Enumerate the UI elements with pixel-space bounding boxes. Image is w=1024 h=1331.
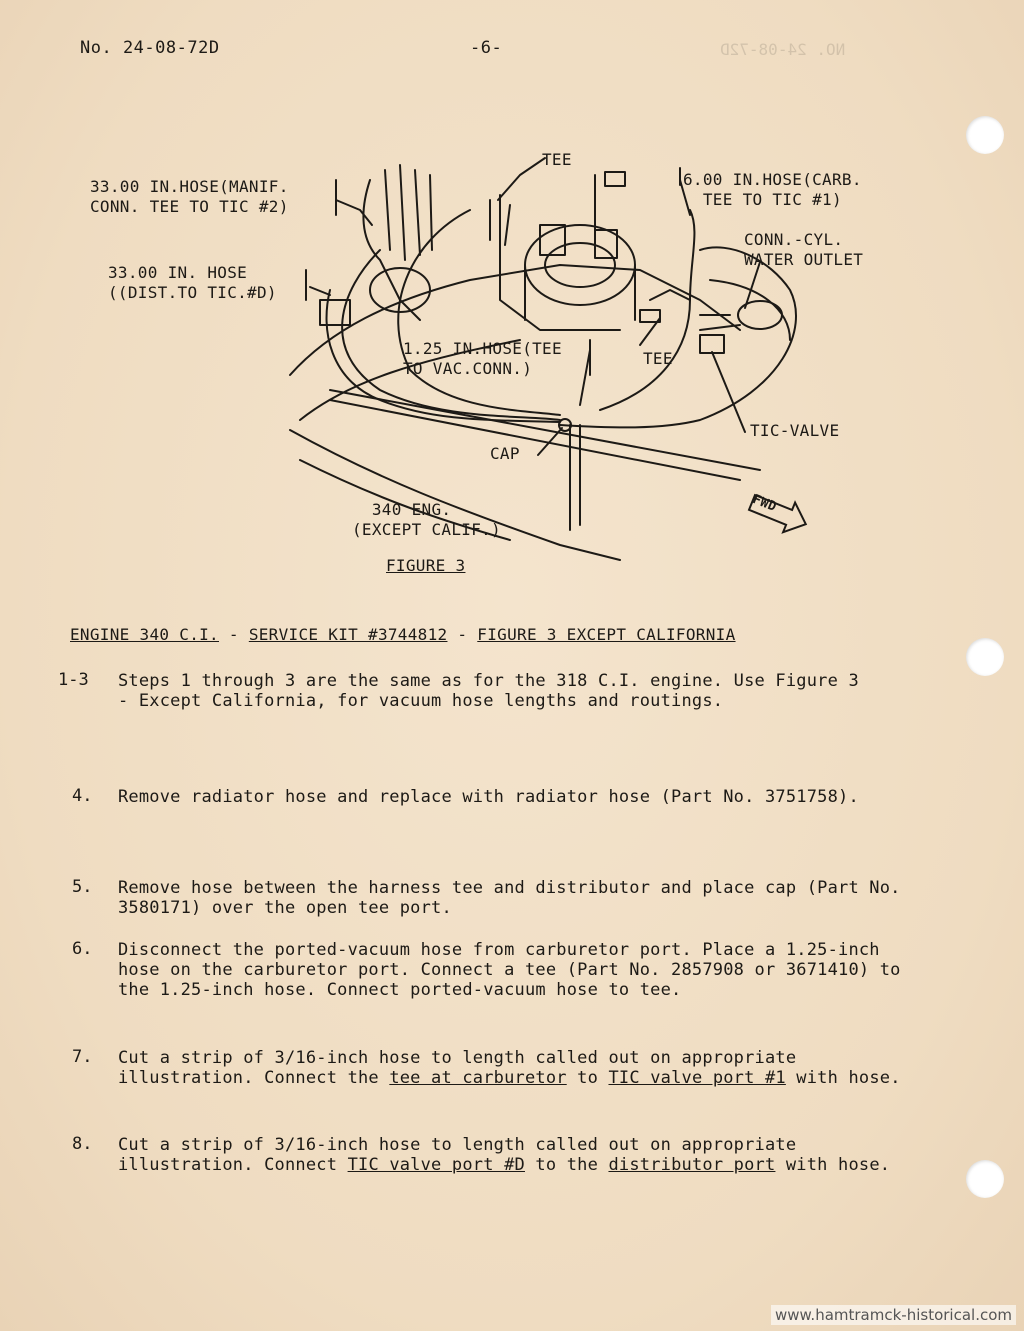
punch-hole-middle xyxy=(966,638,1004,676)
label-hose-manif: 33.00 IN.HOSE(MANIF. CONN. TEE TO TIC #2) xyxy=(90,177,289,216)
step-number: 8. xyxy=(72,1134,93,1154)
bleed-through-text: NO. 24-08-72D xyxy=(720,40,846,59)
label-cap: CAP xyxy=(490,444,520,463)
step-text: Disconnect the ported-vacuum hose from carburetor port. Place a 1.25-inch hose on the carburetor port. Connect a tee (Part No. 2857908 or 3671410) to the 1.25-inch hose. Connect ported-vacuum hose to tee. xyxy=(118,940,901,1000)
tic-valve xyxy=(700,335,724,353)
step-text-part: Cut a strip of 3/16-inch hose to length called out on appropriate illustration. Connect xyxy=(118,1135,797,1175)
step-text-part: Cut a strip of 3/16-inch hose to length called out on appropriate illustration. Connect the xyxy=(118,1048,797,1088)
step-text: Remove radiator hose and replace with radiator hose (Part No. 3751758). xyxy=(118,787,859,807)
label-fwd: FWD xyxy=(750,492,779,516)
reference-tic-valve-port-1: TIC valve port #1 xyxy=(608,1068,786,1088)
step-number: 5. xyxy=(72,877,93,897)
reference-tic-valve-port-d: TIC valve port #D xyxy=(347,1155,525,1175)
step-text-part: with hose. xyxy=(785,1068,901,1088)
label-tee-right: TEE xyxy=(643,349,673,368)
figure-caption: FIGURE 3 xyxy=(386,556,466,575)
reference-tee-at-carburetor: tee at carburetor xyxy=(389,1068,567,1088)
section-figure: FIGURE 3 EXCEPT CALIFORNIA xyxy=(477,625,736,644)
punch-hole-bottom xyxy=(966,1160,1004,1198)
label-engine: 340 ENG. (EXCEPT CALIF.) xyxy=(352,500,501,539)
document-number: No. 24-08-72D xyxy=(80,38,220,58)
label-hose-vac: 1.25 IN.HOSE(TEE TO VAC.CONN.) xyxy=(403,339,562,378)
label-hose-dist: 33.00 IN. HOSE ((DIST.TO TIC.#D) xyxy=(108,263,277,302)
section-kit: SERVICE KIT #3744812 xyxy=(248,625,448,644)
step-number: 7. xyxy=(72,1047,93,1067)
step-text xyxy=(118,1135,918,1175)
step-text: Steps 1 through 3 are the same as for the 318 C.I. engine. Use Figure 3 - Except California, for vacuum hose lengths and routings. xyxy=(118,671,859,711)
step-number: 1-3 xyxy=(58,670,89,690)
cap-hose xyxy=(570,425,580,530)
reference-distributor-port: distributor port xyxy=(608,1155,776,1175)
page-number: -6- xyxy=(470,38,503,58)
carburetor xyxy=(525,225,635,305)
step-text: Remove hose between the harness tee and distributor and place cap (Part No. 3580171) over the open tee port. xyxy=(118,878,901,918)
section-heading: ENGINE 340 C.I. - SERVICE KIT #3744812 - FIGURE 3 EXCEPT CALIFORNIA xyxy=(70,625,736,644)
section-engine: ENGINE 340 C.I. xyxy=(70,625,219,644)
label-conn-cyl: CONN.-CYL. WATER OUTLET xyxy=(744,230,864,269)
label-hose-carb: 6.00 IN.HOSE(CARB. TEE TO TIC #1) xyxy=(683,170,862,209)
step-text xyxy=(118,1048,918,1088)
step-number: 6. xyxy=(72,939,93,959)
watermark: www.hamtramck-historical.com xyxy=(771,1305,1016,1325)
label-tic-valve: TIC-VALVE xyxy=(750,421,840,440)
label-tee-top: TEE xyxy=(542,150,572,169)
step-text-part: with hose. xyxy=(775,1155,891,1175)
step-text-part: to xyxy=(566,1068,609,1088)
step-number: 4. xyxy=(72,786,93,806)
step-text-part: to the xyxy=(524,1155,609,1175)
